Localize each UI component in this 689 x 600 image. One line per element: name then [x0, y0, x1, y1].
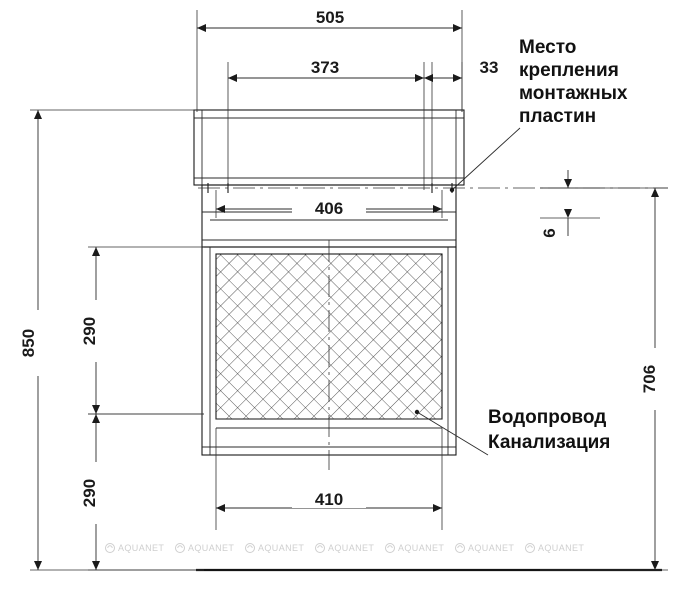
dimension-706: [540, 188, 668, 570]
watermark-text: AQUANET: [398, 543, 445, 553]
watermark-text: AQUANET: [258, 543, 305, 553]
watermark-text: AQUANET: [468, 543, 515, 553]
annotation-plumbing: [488, 407, 610, 453]
mount-note-line-3: монтажных: [519, 83, 628, 104]
dimension-706-label: 706: [640, 364, 659, 394]
dimension-33: [424, 58, 498, 190]
dimension-290-upper-label: 290: [80, 316, 99, 346]
leader-mount-plates: [450, 128, 520, 192]
dimension-406-label: 406: [314, 199, 344, 218]
dimension-373: [228, 56, 424, 190]
mount-note-line-1: Место: [519, 37, 577, 58]
dimension-410-label: 410: [314, 490, 344, 509]
plumbing-note-line-1: Водопровод: [488, 407, 607, 428]
dimension-290-lower-label: 290: [80, 478, 99, 508]
watermark-text: AQUANET: [118, 543, 165, 553]
dimension-33-label: 33: [479, 58, 499, 77]
cabinet-upper-block: [194, 110, 464, 185]
plumbing-note-line-2: Канализация: [488, 432, 611, 453]
watermark-text: AQUANET: [328, 543, 375, 553]
watermark-text: AQUANET: [188, 543, 235, 553]
dimension-290-upper: [80, 247, 204, 414]
dimension-6: [540, 170, 600, 238]
dimension-505-label: 505: [315, 8, 345, 27]
dimension-850-label: 850: [19, 328, 38, 358]
mount-note-line-4: пластин: [519, 106, 597, 127]
dimension-406: [216, 190, 442, 218]
watermark-row: [106, 543, 585, 553]
annotation-mount-plates: [519, 37, 628, 127]
dimension-6-label: 6: [540, 228, 559, 238]
dimension-850: [19, 110, 196, 570]
mount-note-line-2: крепления: [519, 60, 619, 81]
dimension-373-label: 373: [310, 58, 340, 77]
watermark-text: AQUANET: [538, 543, 585, 553]
